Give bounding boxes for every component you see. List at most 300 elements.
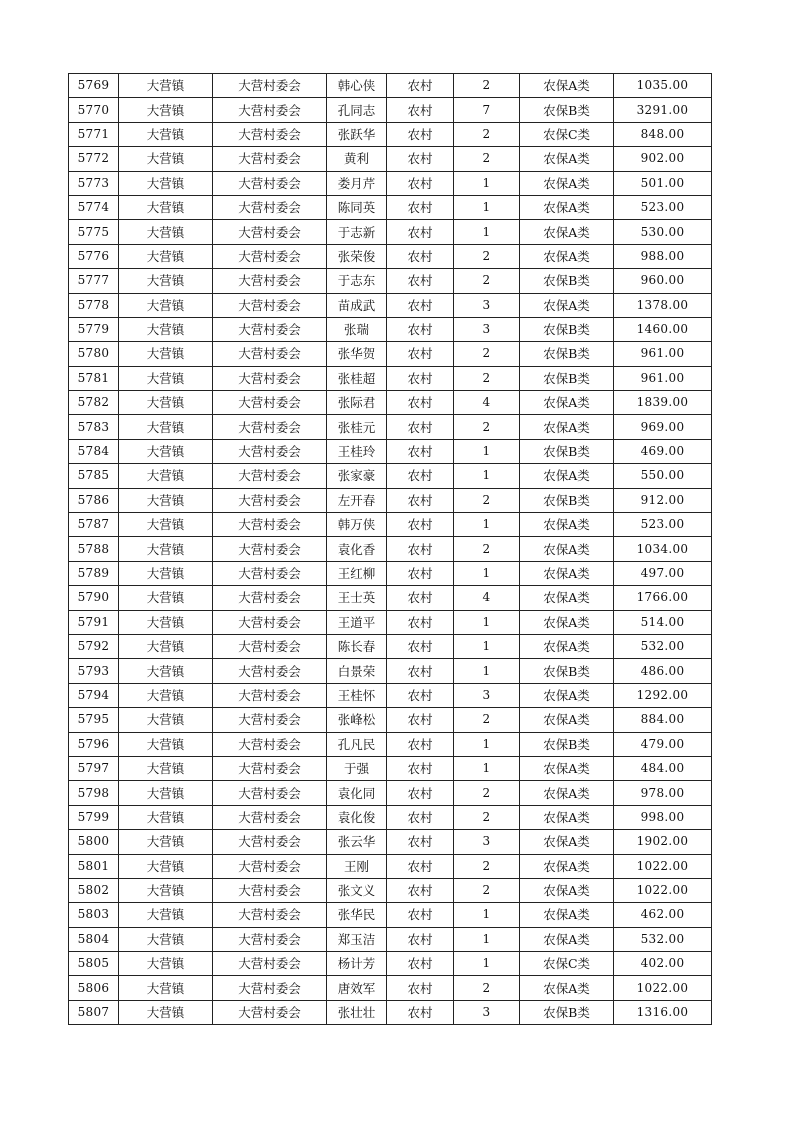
cell-amount: 497.00	[614, 561, 712, 585]
table-row	[69, 732, 712, 756]
cell-name: 张家豪	[327, 464, 387, 488]
cell-amount: 1022.00	[614, 878, 712, 902]
cell-household-type: 农村	[387, 976, 454, 1000]
cell-village-committee: 大营村委会	[213, 903, 327, 927]
cell-village-committee: 大营村委会	[213, 195, 327, 219]
cell-town: 大营镇	[119, 634, 213, 658]
cell-town: 大营镇	[119, 878, 213, 902]
cell-insurance-category: 农保B类	[520, 342, 614, 366]
cell-serial-number: 5771	[69, 122, 119, 146]
cell-household-type: 农村	[387, 415, 454, 439]
cell-village-committee: 大营村委会	[213, 708, 327, 732]
cell-amount: 1034.00	[614, 537, 712, 561]
cell-village-committee: 大营村委会	[213, 659, 327, 683]
cell-amount: 978.00	[614, 781, 712, 805]
cell-name: 王道平	[327, 610, 387, 634]
cell-serial-number: 5788	[69, 537, 119, 561]
cell-family-size: 2	[454, 878, 520, 902]
cell-household-type: 农村	[387, 220, 454, 244]
cell-family-size: 3	[454, 683, 520, 707]
cell-village-committee: 大营村委会	[213, 781, 327, 805]
table-row	[69, 537, 712, 561]
cell-village-committee: 大营村委会	[213, 1000, 327, 1024]
table-row	[69, 952, 712, 976]
cell-insurance-category: 农保A类	[520, 464, 614, 488]
cell-name: 苗成武	[327, 293, 387, 317]
cell-serial-number: 5793	[69, 659, 119, 683]
cell-household-type: 农村	[387, 683, 454, 707]
cell-name: 于志新	[327, 220, 387, 244]
cell-village-committee: 大营村委会	[213, 513, 327, 537]
cell-household-type: 农村	[387, 561, 454, 585]
cell-name: 王桂玲	[327, 439, 387, 463]
cell-name: 王士英	[327, 586, 387, 610]
cell-amount: 402.00	[614, 952, 712, 976]
cell-serial-number: 5802	[69, 878, 119, 902]
cell-amount: 1766.00	[614, 586, 712, 610]
cell-serial-number: 5801	[69, 854, 119, 878]
cell-name: 张桂超	[327, 366, 387, 390]
cell-name: 张峰松	[327, 708, 387, 732]
cell-amount: 532.00	[614, 634, 712, 658]
cell-serial-number: 5783	[69, 415, 119, 439]
beneficiary-table	[68, 73, 712, 1025]
cell-name: 张跃华	[327, 122, 387, 146]
cell-household-type: 农村	[387, 122, 454, 146]
cell-household-type: 农村	[387, 854, 454, 878]
table-row	[69, 74, 712, 98]
cell-village-committee: 大营村委会	[213, 756, 327, 780]
cell-village-committee: 大营村委会	[213, 634, 327, 658]
cell-family-size: 2	[454, 537, 520, 561]
cell-town: 大营镇	[119, 683, 213, 707]
cell-serial-number: 5770	[69, 98, 119, 122]
table-row	[69, 854, 712, 878]
cell-insurance-category: 农保A类	[520, 830, 614, 854]
table-row	[69, 342, 712, 366]
cell-family-size: 7	[454, 98, 520, 122]
cell-insurance-category: 农保A类	[520, 74, 614, 98]
cell-household-type: 农村	[387, 317, 454, 341]
cell-village-committee: 大营村委会	[213, 244, 327, 268]
cell-household-type: 农村	[387, 708, 454, 732]
cell-town: 大营镇	[119, 439, 213, 463]
cell-serial-number: 5796	[69, 732, 119, 756]
table-row	[69, 415, 712, 439]
cell-household-type: 农村	[387, 756, 454, 780]
cell-town: 大营镇	[119, 659, 213, 683]
cell-amount: 884.00	[614, 708, 712, 732]
cell-name: 张桂元	[327, 415, 387, 439]
cell-insurance-category: 农保A类	[520, 293, 614, 317]
cell-town: 大营镇	[119, 293, 213, 317]
cell-household-type: 农村	[387, 269, 454, 293]
cell-family-size: 1	[454, 756, 520, 780]
cell-family-size: 1	[454, 464, 520, 488]
cell-household-type: 农村	[387, 1000, 454, 1024]
cell-town: 大营镇	[119, 195, 213, 219]
table-row	[69, 586, 712, 610]
cell-village-committee: 大营村委会	[213, 805, 327, 829]
cell-insurance-category: 农保A类	[520, 756, 614, 780]
cell-family-size: 1	[454, 903, 520, 927]
cell-town: 大营镇	[119, 415, 213, 439]
cell-name: 陈同英	[327, 195, 387, 219]
cell-serial-number: 5776	[69, 244, 119, 268]
cell-amount: 988.00	[614, 244, 712, 268]
cell-town: 大营镇	[119, 366, 213, 390]
cell-name: 张华民	[327, 903, 387, 927]
cell-serial-number: 5789	[69, 561, 119, 585]
cell-village-committee: 大营村委会	[213, 317, 327, 341]
cell-name: 张云华	[327, 830, 387, 854]
cell-town: 大营镇	[119, 976, 213, 1000]
cell-insurance-category: 农保A类	[520, 781, 614, 805]
cell-family-size: 1	[454, 439, 520, 463]
table-row	[69, 1000, 712, 1024]
cell-family-size: 2	[454, 342, 520, 366]
cell-town: 大营镇	[119, 781, 213, 805]
cell-town: 大营镇	[119, 220, 213, 244]
cell-household-type: 农村	[387, 342, 454, 366]
cell-household-type: 农村	[387, 244, 454, 268]
cell-insurance-category: 农保A类	[520, 976, 614, 1000]
cell-household-type: 农村	[387, 732, 454, 756]
cell-village-committee: 大营村委会	[213, 537, 327, 561]
table-row	[69, 830, 712, 854]
cell-serial-number: 5784	[69, 439, 119, 463]
cell-insurance-category: 农保A类	[520, 610, 614, 634]
cell-town: 大营镇	[119, 708, 213, 732]
cell-village-committee: 大营村委会	[213, 830, 327, 854]
cell-name: 袁化香	[327, 537, 387, 561]
table-row	[69, 513, 712, 537]
cell-insurance-category: 农保A类	[520, 195, 614, 219]
cell-amount: 961.00	[614, 342, 712, 366]
table-body	[69, 74, 712, 1025]
cell-insurance-category: 农保B类	[520, 1000, 614, 1024]
cell-name: 孔同志	[327, 98, 387, 122]
cell-town: 大营镇	[119, 537, 213, 561]
table-row	[69, 903, 712, 927]
cell-village-committee: 大营村委会	[213, 74, 327, 98]
cell-amount: 550.00	[614, 464, 712, 488]
cell-serial-number: 5775	[69, 220, 119, 244]
table-row	[69, 781, 712, 805]
cell-insurance-category: 农保B类	[520, 659, 614, 683]
cell-serial-number: 5785	[69, 464, 119, 488]
cell-town: 大营镇	[119, 1000, 213, 1024]
cell-name: 杨计芳	[327, 952, 387, 976]
cell-village-committee: 大营村委会	[213, 952, 327, 976]
cell-village-committee: 大营村委会	[213, 488, 327, 512]
cell-household-type: 农村	[387, 659, 454, 683]
cell-serial-number: 5787	[69, 513, 119, 537]
cell-insurance-category: 农保A类	[520, 854, 614, 878]
cell-serial-number: 5805	[69, 952, 119, 976]
table-row	[69, 610, 712, 634]
table-row	[69, 659, 712, 683]
cell-serial-number: 5779	[69, 317, 119, 341]
cell-amount: 532.00	[614, 927, 712, 951]
cell-insurance-category: 农保A类	[520, 878, 614, 902]
cell-name: 袁化同	[327, 781, 387, 805]
cell-name: 韩万侠	[327, 513, 387, 537]
cell-family-size: 2	[454, 244, 520, 268]
cell-serial-number: 5778	[69, 293, 119, 317]
cell-family-size: 1	[454, 952, 520, 976]
cell-village-committee: 大营村委会	[213, 293, 327, 317]
table-row	[69, 147, 712, 171]
cell-village-committee: 大营村委会	[213, 415, 327, 439]
cell-amount: 1316.00	[614, 1000, 712, 1024]
cell-household-type: 农村	[387, 513, 454, 537]
table-row	[69, 976, 712, 1000]
table-row	[69, 293, 712, 317]
cell-family-size: 3	[454, 317, 520, 341]
cell-insurance-category: 农保A类	[520, 708, 614, 732]
table-row	[69, 464, 712, 488]
cell-village-committee: 大营村委会	[213, 610, 327, 634]
cell-household-type: 农村	[387, 195, 454, 219]
cell-amount: 998.00	[614, 805, 712, 829]
cell-amount: 501.00	[614, 171, 712, 195]
cell-village-committee: 大营村委会	[213, 391, 327, 415]
cell-family-size: 2	[454, 147, 520, 171]
cell-household-type: 农村	[387, 488, 454, 512]
cell-household-type: 农村	[387, 74, 454, 98]
cell-serial-number: 5772	[69, 147, 119, 171]
cell-family-size: 4	[454, 391, 520, 415]
cell-name: 陈长春	[327, 634, 387, 658]
cell-village-committee: 大营村委会	[213, 342, 327, 366]
cell-insurance-category: 农保A类	[520, 903, 614, 927]
cell-name: 娄月芹	[327, 171, 387, 195]
cell-insurance-category: 农保B类	[520, 366, 614, 390]
cell-village-committee: 大营村委会	[213, 464, 327, 488]
cell-amount: 523.00	[614, 513, 712, 537]
table-row	[69, 927, 712, 951]
cell-village-committee: 大营村委会	[213, 171, 327, 195]
cell-serial-number: 5780	[69, 342, 119, 366]
cell-family-size: 2	[454, 708, 520, 732]
cell-name: 张壮壮	[327, 1000, 387, 1024]
cell-name: 张文义	[327, 878, 387, 902]
cell-family-size: 2	[454, 415, 520, 439]
cell-family-size: 2	[454, 854, 520, 878]
cell-town: 大营镇	[119, 122, 213, 146]
cell-village-committee: 大营村委会	[213, 927, 327, 951]
cell-serial-number: 5792	[69, 634, 119, 658]
cell-amount: 1022.00	[614, 976, 712, 1000]
cell-serial-number: 5782	[69, 391, 119, 415]
cell-amount: 469.00	[614, 439, 712, 463]
cell-amount: 1902.00	[614, 830, 712, 854]
cell-insurance-category: 农保A类	[520, 513, 614, 537]
table-row	[69, 220, 712, 244]
cell-name: 张荣俊	[327, 244, 387, 268]
cell-family-size: 1	[454, 927, 520, 951]
cell-serial-number: 5786	[69, 488, 119, 512]
cell-serial-number: 5773	[69, 171, 119, 195]
cell-insurance-category: 农保A类	[520, 537, 614, 561]
cell-town: 大营镇	[119, 732, 213, 756]
cell-household-type: 农村	[387, 391, 454, 415]
cell-village-committee: 大营村委会	[213, 98, 327, 122]
cell-family-size: 1	[454, 220, 520, 244]
cell-amount: 3291.00	[614, 98, 712, 122]
table-row	[69, 269, 712, 293]
cell-serial-number: 5806	[69, 976, 119, 1000]
cell-amount: 902.00	[614, 147, 712, 171]
cell-household-type: 农村	[387, 98, 454, 122]
cell-town: 大营镇	[119, 952, 213, 976]
cell-household-type: 农村	[387, 439, 454, 463]
cell-town: 大营镇	[119, 147, 213, 171]
table-row	[69, 195, 712, 219]
cell-town: 大营镇	[119, 317, 213, 341]
cell-town: 大营镇	[119, 513, 213, 537]
cell-family-size: 1	[454, 171, 520, 195]
cell-name: 王桂怀	[327, 683, 387, 707]
table-row	[69, 561, 712, 585]
cell-serial-number: 5774	[69, 195, 119, 219]
cell-household-type: 农村	[387, 634, 454, 658]
cell-amount: 530.00	[614, 220, 712, 244]
cell-family-size: 1	[454, 610, 520, 634]
cell-name: 于强	[327, 756, 387, 780]
table-row	[69, 878, 712, 902]
cell-insurance-category: 农保A类	[520, 586, 614, 610]
cell-household-type: 农村	[387, 366, 454, 390]
cell-family-size: 2	[454, 805, 520, 829]
cell-town: 大营镇	[119, 464, 213, 488]
cell-village-committee: 大营村委会	[213, 976, 327, 1000]
cell-amount: 514.00	[614, 610, 712, 634]
table-row	[69, 805, 712, 829]
cell-town: 大营镇	[119, 74, 213, 98]
table-row	[69, 366, 712, 390]
cell-insurance-category: 农保B类	[520, 439, 614, 463]
cell-serial-number: 5804	[69, 927, 119, 951]
cell-insurance-category: 农保A类	[520, 244, 614, 268]
cell-town: 大营镇	[119, 756, 213, 780]
cell-insurance-category: 农保A类	[520, 147, 614, 171]
cell-serial-number: 5797	[69, 756, 119, 780]
cell-insurance-category: 农保A类	[520, 805, 614, 829]
table-row	[69, 488, 712, 512]
cell-family-size: 1	[454, 561, 520, 585]
cell-household-type: 农村	[387, 464, 454, 488]
cell-amount: 960.00	[614, 269, 712, 293]
cell-family-size: 1	[454, 659, 520, 683]
table-row	[69, 391, 712, 415]
cell-town: 大营镇	[119, 488, 213, 512]
cell-household-type: 农村	[387, 171, 454, 195]
cell-insurance-category: 农保A类	[520, 415, 614, 439]
cell-village-committee: 大营村委会	[213, 269, 327, 293]
cell-amount: 1292.00	[614, 683, 712, 707]
table-row	[69, 98, 712, 122]
cell-village-committee: 大营村委会	[213, 122, 327, 146]
cell-insurance-category: 农保B类	[520, 98, 614, 122]
cell-town: 大营镇	[119, 610, 213, 634]
cell-household-type: 农村	[387, 610, 454, 634]
cell-serial-number: 5795	[69, 708, 119, 732]
table-row	[69, 439, 712, 463]
table-row	[69, 708, 712, 732]
cell-household-type: 农村	[387, 781, 454, 805]
table-row	[69, 683, 712, 707]
cell-serial-number: 5800	[69, 830, 119, 854]
cell-amount: 848.00	[614, 122, 712, 146]
cell-insurance-category: 农保A类	[520, 391, 614, 415]
cell-household-type: 农村	[387, 952, 454, 976]
cell-name: 白景荣	[327, 659, 387, 683]
cell-serial-number: 5777	[69, 269, 119, 293]
cell-name: 唐效军	[327, 976, 387, 1000]
cell-name: 张瑞	[327, 317, 387, 341]
cell-town: 大营镇	[119, 854, 213, 878]
cell-serial-number: 5790	[69, 586, 119, 610]
cell-household-type: 农村	[387, 537, 454, 561]
cell-insurance-category: 农保A类	[520, 171, 614, 195]
cell-household-type: 农村	[387, 927, 454, 951]
cell-serial-number: 5769	[69, 74, 119, 98]
cell-household-type: 农村	[387, 147, 454, 171]
cell-village-committee: 大营村委会	[213, 366, 327, 390]
cell-family-size: 2	[454, 488, 520, 512]
cell-village-committee: 大营村委会	[213, 147, 327, 171]
cell-household-type: 农村	[387, 805, 454, 829]
cell-name: 孔凡民	[327, 732, 387, 756]
cell-family-size: 3	[454, 1000, 520, 1024]
cell-serial-number: 5791	[69, 610, 119, 634]
cell-town: 大营镇	[119, 561, 213, 585]
cell-name: 张际君	[327, 391, 387, 415]
cell-family-size: 1	[454, 732, 520, 756]
cell-insurance-category: 农保A类	[520, 634, 614, 658]
cell-amount: 1839.00	[614, 391, 712, 415]
table-row	[69, 244, 712, 268]
cell-amount: 969.00	[614, 415, 712, 439]
cell-village-committee: 大营村委会	[213, 586, 327, 610]
cell-village-committee: 大营村委会	[213, 732, 327, 756]
cell-name: 韩心侠	[327, 74, 387, 98]
table-row	[69, 634, 712, 658]
cell-family-size: 3	[454, 293, 520, 317]
cell-insurance-category: 农保B类	[520, 269, 614, 293]
cell-insurance-category: 农保C类	[520, 122, 614, 146]
cell-insurance-category: 农保B类	[520, 488, 614, 512]
cell-family-size: 2	[454, 366, 520, 390]
cell-serial-number: 5794	[69, 683, 119, 707]
cell-village-committee: 大营村委会	[213, 683, 327, 707]
cell-insurance-category: 农保B类	[520, 732, 614, 756]
cell-town: 大营镇	[119, 805, 213, 829]
cell-family-size: 3	[454, 830, 520, 854]
cell-village-committee: 大营村委会	[213, 854, 327, 878]
cell-name: 黄利	[327, 147, 387, 171]
cell-town: 大营镇	[119, 171, 213, 195]
table-row	[69, 122, 712, 146]
table-row	[69, 171, 712, 195]
cell-town: 大营镇	[119, 98, 213, 122]
cell-town: 大营镇	[119, 586, 213, 610]
cell-family-size: 1	[454, 634, 520, 658]
cell-village-committee: 大营村委会	[213, 439, 327, 463]
cell-family-size: 2	[454, 781, 520, 805]
